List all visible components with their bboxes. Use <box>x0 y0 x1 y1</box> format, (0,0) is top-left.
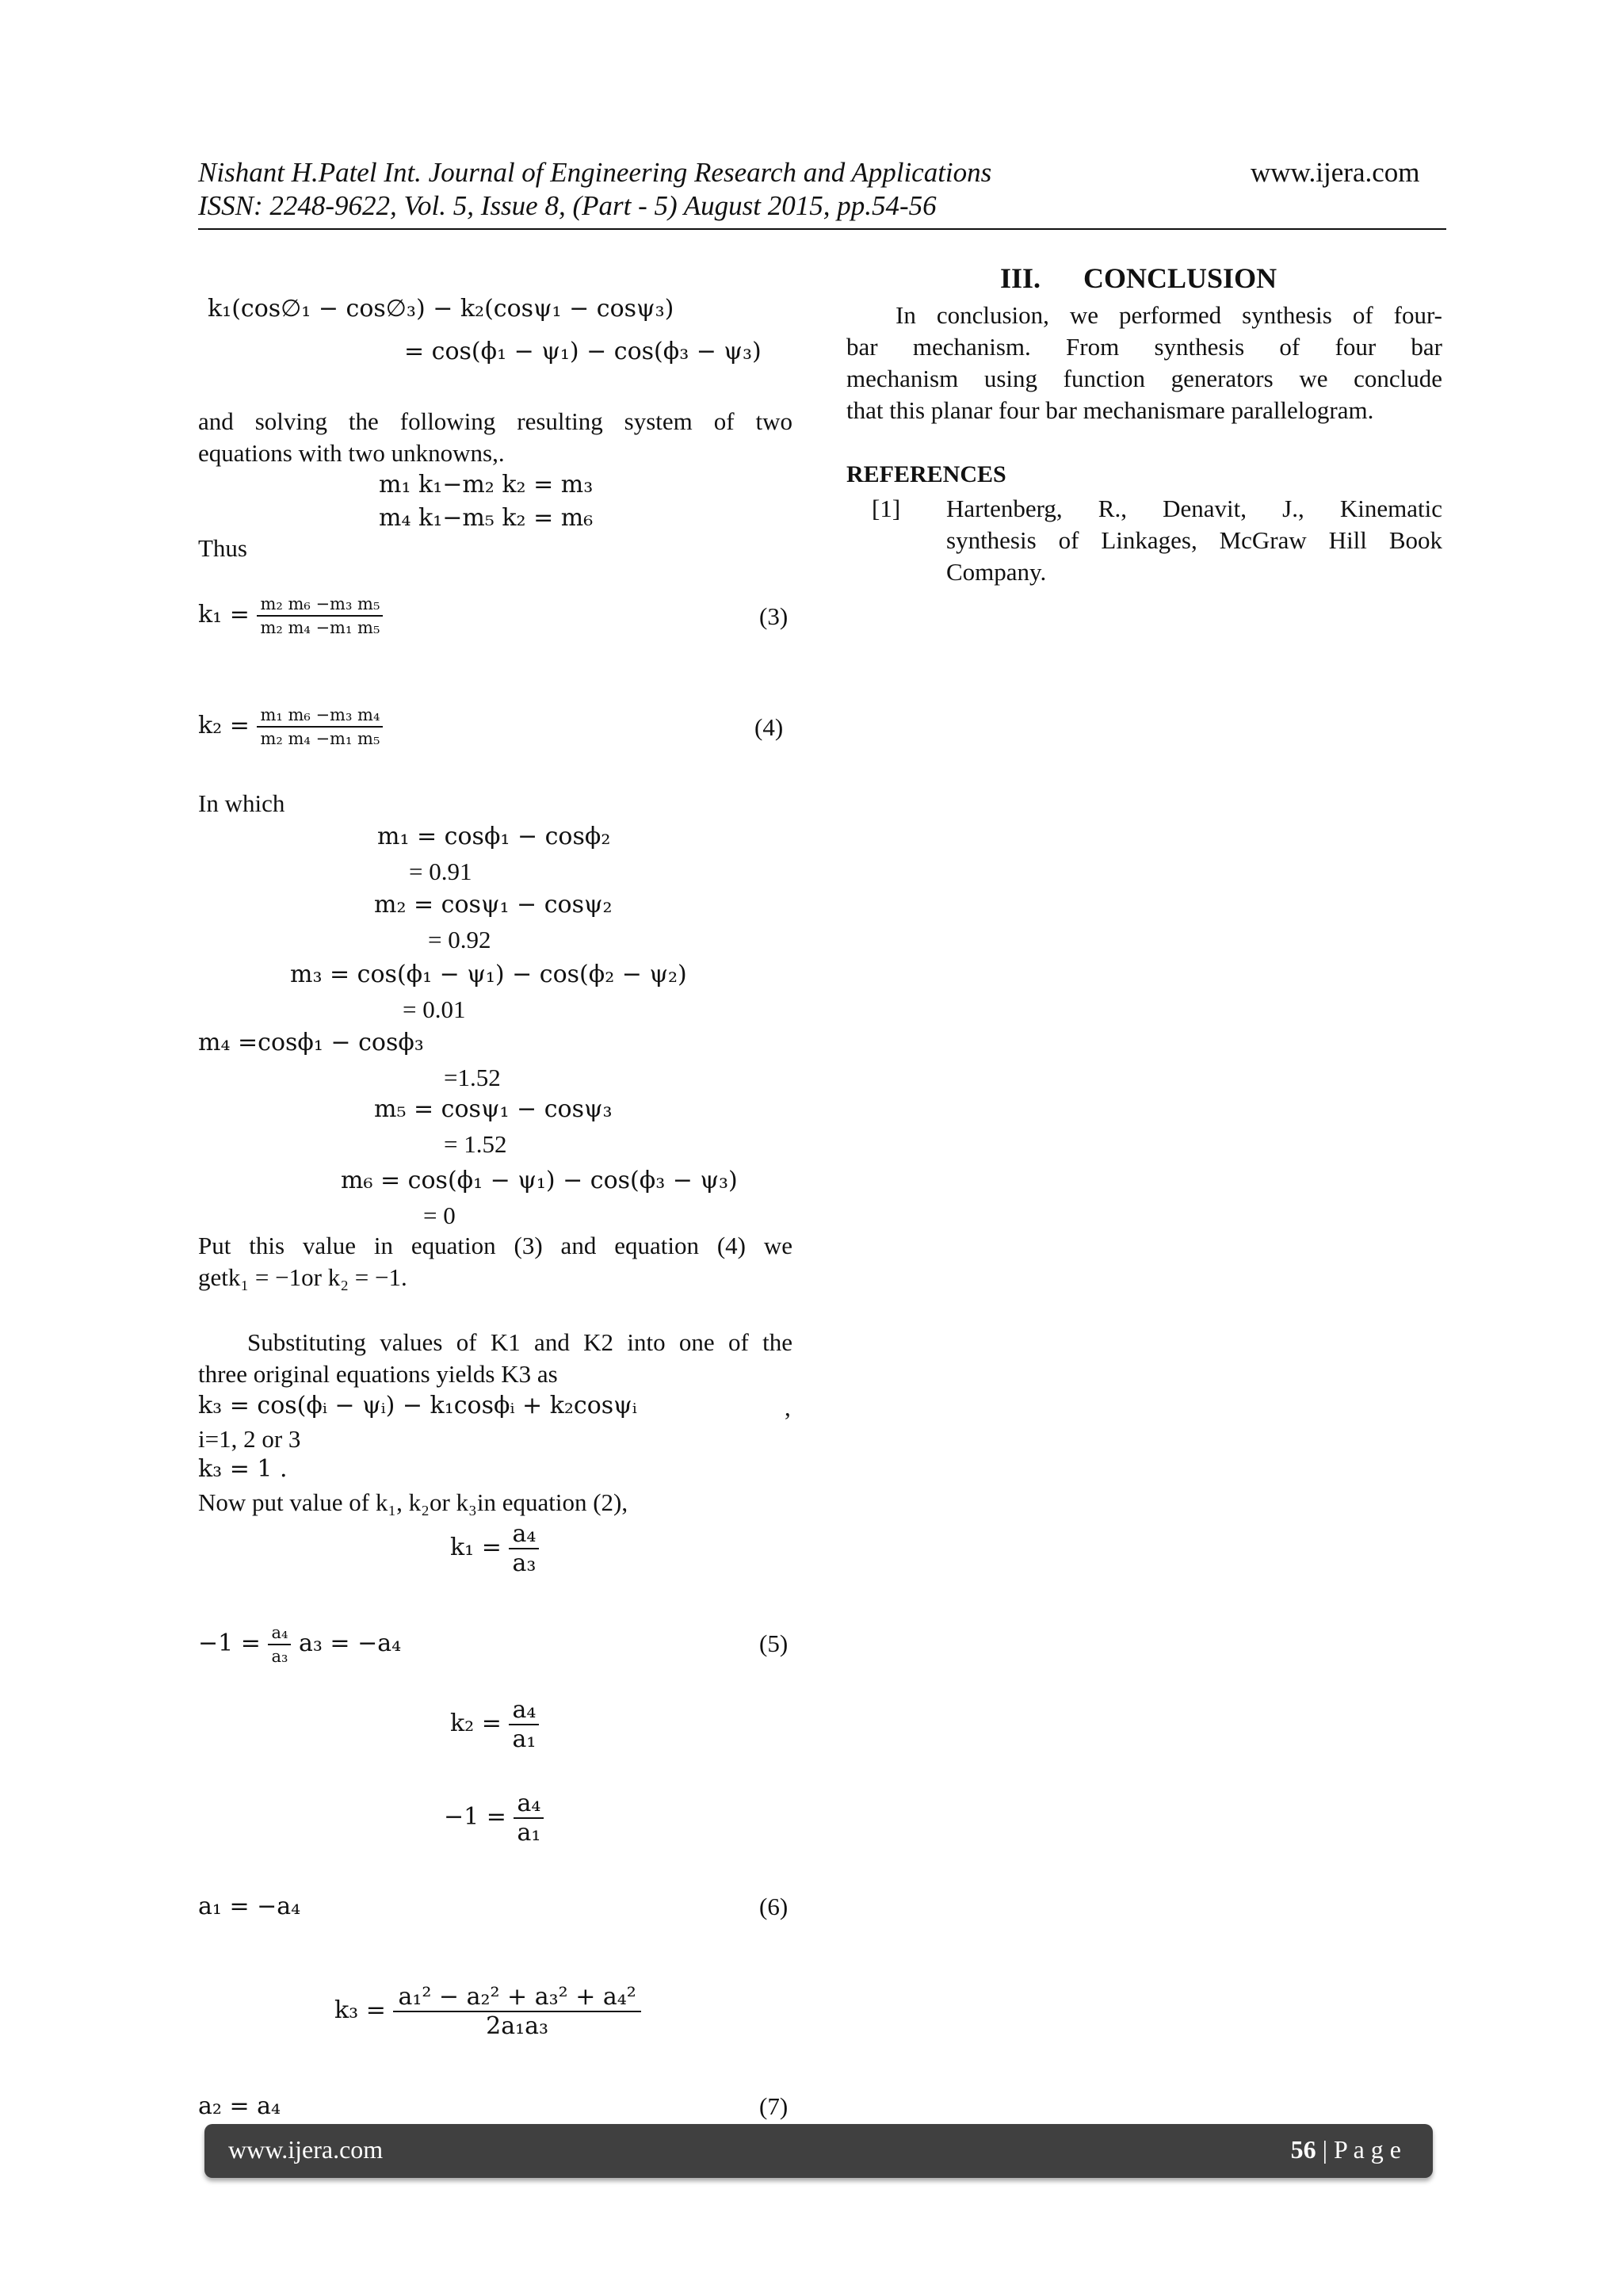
k3-big-denominator: 2a₁a₃ <box>486 2012 549 2040</box>
footer-bar <box>204 2124 1433 2178</box>
k2-numerator: m₁ m₆ −m₃ m₄ <box>257 704 383 728</box>
m6-value: = 0 <box>423 1201 456 1229</box>
equation-5 <box>198 1622 401 1668</box>
k3-formula-comma: , <box>785 1393 791 1421</box>
conclusion-line4: that this planar four bar mechanismare parallelogram. <box>846 396 1374 424</box>
k1-fraction <box>257 593 383 639</box>
k3-big-fraction <box>393 1983 640 2040</box>
k1-ratio-lhs: k₁ = <box>450 1534 502 1561</box>
conclusion-line1: In conclusion, we performed synthesis of four- <box>896 301 1442 329</box>
k2-ratio-equation <box>450 1696 539 1753</box>
equation-6: a₁ = −a₄ <box>198 1893 301 1920</box>
minus-one-denominator: a₁ <box>517 1819 541 1847</box>
references-title: REFERENCES <box>846 461 1006 487</box>
equation-top-line2: = cos(ϕ₁ − ψ₁) − cos(ϕ₃ − ψ₃) <box>404 338 762 365</box>
m5-definition: m₅ = cosψ₁ − cosψ₃ <box>374 1095 613 1123</box>
reference-1-line1: Hartenberg, R., Denavit, J., Kinematic <box>946 495 1442 522</box>
thus-label: Thus <box>198 534 247 562</box>
equation-number-4: (4) <box>754 713 784 741</box>
paragraph-put-value-line2: getk₁ = −1or k₂ = −1. <box>198 1263 407 1291</box>
k3-fraction-lhs: k₃ = <box>334 1996 386 2024</box>
paragraph-solving: and solving the following resulting system of two <box>198 407 792 435</box>
m4-value: =1.52 <box>444 1064 501 1091</box>
paragraph-substituting: Substituting values of K1 and K2 into one of the <box>247 1328 792 1356</box>
minus-one-numerator: a₄ <box>514 1790 544 1819</box>
m6-definition: m₆ = cos(ϕ₁ − ψ₁) − cos(ϕ₃ − ψ₃) <box>341 1167 738 1194</box>
reference-1-line2: synthesis of Linkages, McGraw Hill Book <box>946 526 1442 554</box>
eq5-denominator: a₃ <box>271 1647 288 1666</box>
paragraph-put-value: Put this value in equation (3) and equation (4) we <box>198 1232 792 1259</box>
k1-lhs: k₁ = <box>198 601 250 628</box>
equation-number-3: (3) <box>759 602 789 630</box>
k3-fraction-equation <box>334 1983 641 2040</box>
m2-definition: m₂ = cosψ₁ − cosψ₂ <box>374 891 613 919</box>
k1-denominator: m₂ m₄ −m₁ m₅ <box>260 618 380 637</box>
reference-1-number: [1] <box>872 495 901 522</box>
eq5-rhs: a₃ = −a₄ <box>298 1629 402 1657</box>
eq5-fraction <box>268 1622 291 1668</box>
m4-definition: m₄ =cosϕ₁ − cosϕ₃ <box>198 1029 424 1056</box>
k2-equation <box>198 704 383 750</box>
system-equation-1: m₁ k₁−m₂ k₂ = m₃ <box>379 471 594 499</box>
footer-website: www.ijera.com <box>228 2135 384 2164</box>
minus-one-ratio-equation <box>444 1790 544 1847</box>
k1-equation <box>198 593 383 639</box>
footer-page-number: 56 <box>1290 2135 1316 2164</box>
minus-one-lhs: −1 = <box>444 1803 506 1831</box>
journal-website: www.ijera.com <box>1251 157 1420 188</box>
m3-definition: m₃ = cos(ϕ₁ − ψ₁) − cos(ϕ₂ − ψ₂) <box>290 961 687 988</box>
k1-ratio-denominator: a₃ <box>512 1549 537 1577</box>
k3-big-numerator: a₁² − a₂² + a₃² + a₄² <box>393 1983 640 2012</box>
equation-top-line1: k₁(cos∅₁ − cos∅₃) − k₂(cosψ₁ − cosψ₃) <box>208 295 674 323</box>
m5-value: = 1.52 <box>444 1130 507 1158</box>
k1-numerator: m₂ m₆ −m₃ m₅ <box>257 593 383 617</box>
index-range: i=1, 2 or 3 <box>198 1425 301 1453</box>
conclusion-line2: bar mechanism. From synthesis of four bar <box>846 333 1442 361</box>
m1-value: = 0.91 <box>409 858 472 885</box>
equation-7: a₂ = a₄ <box>198 2092 281 2120</box>
k2-denominator: m₂ m₄ −m₁ m₅ <box>260 729 380 748</box>
paragraph-solving-line2: equations with two unknowns,. <box>198 439 505 467</box>
journal-header-title: Nishant H.Patel Int. Journal of Engineering Research and Applications <box>198 157 992 188</box>
reference-1-line3: Company. <box>946 558 1047 586</box>
k1-ratio-numerator: a₄ <box>509 1520 539 1549</box>
k2-ratio-lhs: k₂ = <box>450 1710 502 1737</box>
eq5-numerator: a₄ <box>268 1622 291 1645</box>
k2-fraction <box>257 704 383 750</box>
equation-number-6: (6) <box>759 1893 789 1920</box>
k1-ratio-fraction <box>509 1520 539 1577</box>
k2-ratio-numerator: a₄ <box>509 1696 539 1725</box>
m2-value: = 0.92 <box>428 926 491 953</box>
m3-value: = 0.01 <box>403 995 466 1023</box>
system-equation-2: m₄ k₁−m₅ k₂ = m₆ <box>379 504 594 532</box>
equation-number-5: (5) <box>759 1629 789 1657</box>
in-which-label: In which <box>198 789 285 817</box>
m1-definition: m₁ = cosϕ₁ − cosϕ₂ <box>377 823 611 850</box>
section-title-conclusion: III. CONCLUSION <box>1000 262 1277 294</box>
minus-one-fraction <box>514 1790 544 1847</box>
k1-ratio-equation <box>450 1520 539 1577</box>
journal-issn-line: ISSN: 2248-9622, Vol. 5, Issue 8, (Part - 5) August 2015, pp.54-56 <box>198 190 937 221</box>
k3-formula: k₃ = cos(ϕᵢ − ψᵢ) − k₁cosϕᵢ + k₂cosψᵢ <box>198 1392 637 1419</box>
paragraph-substituting-line2: three original equations yields K3 as <box>198 1360 558 1388</box>
paragraph-now-put: Now put value of k₁, k₂or k₃in equation (2), <box>198 1488 628 1516</box>
k2-ratio-denominator: a₁ <box>512 1725 537 1753</box>
footer-page <box>1291 2135 1401 2164</box>
k2-lhs: k₂ = <box>198 712 250 739</box>
equation-number-7: (7) <box>759 2092 789 2120</box>
conclusion-line3: mechanism using function generators we conclude <box>846 365 1442 392</box>
header-rule <box>198 228 1446 230</box>
k3-value: k₃ = 1 . <box>198 1455 288 1483</box>
footer-page-label: | P a g e <box>1316 2135 1401 2164</box>
k2-ratio-fraction <box>509 1696 539 1753</box>
eq5-lhs: −1 = <box>198 1629 261 1657</box>
